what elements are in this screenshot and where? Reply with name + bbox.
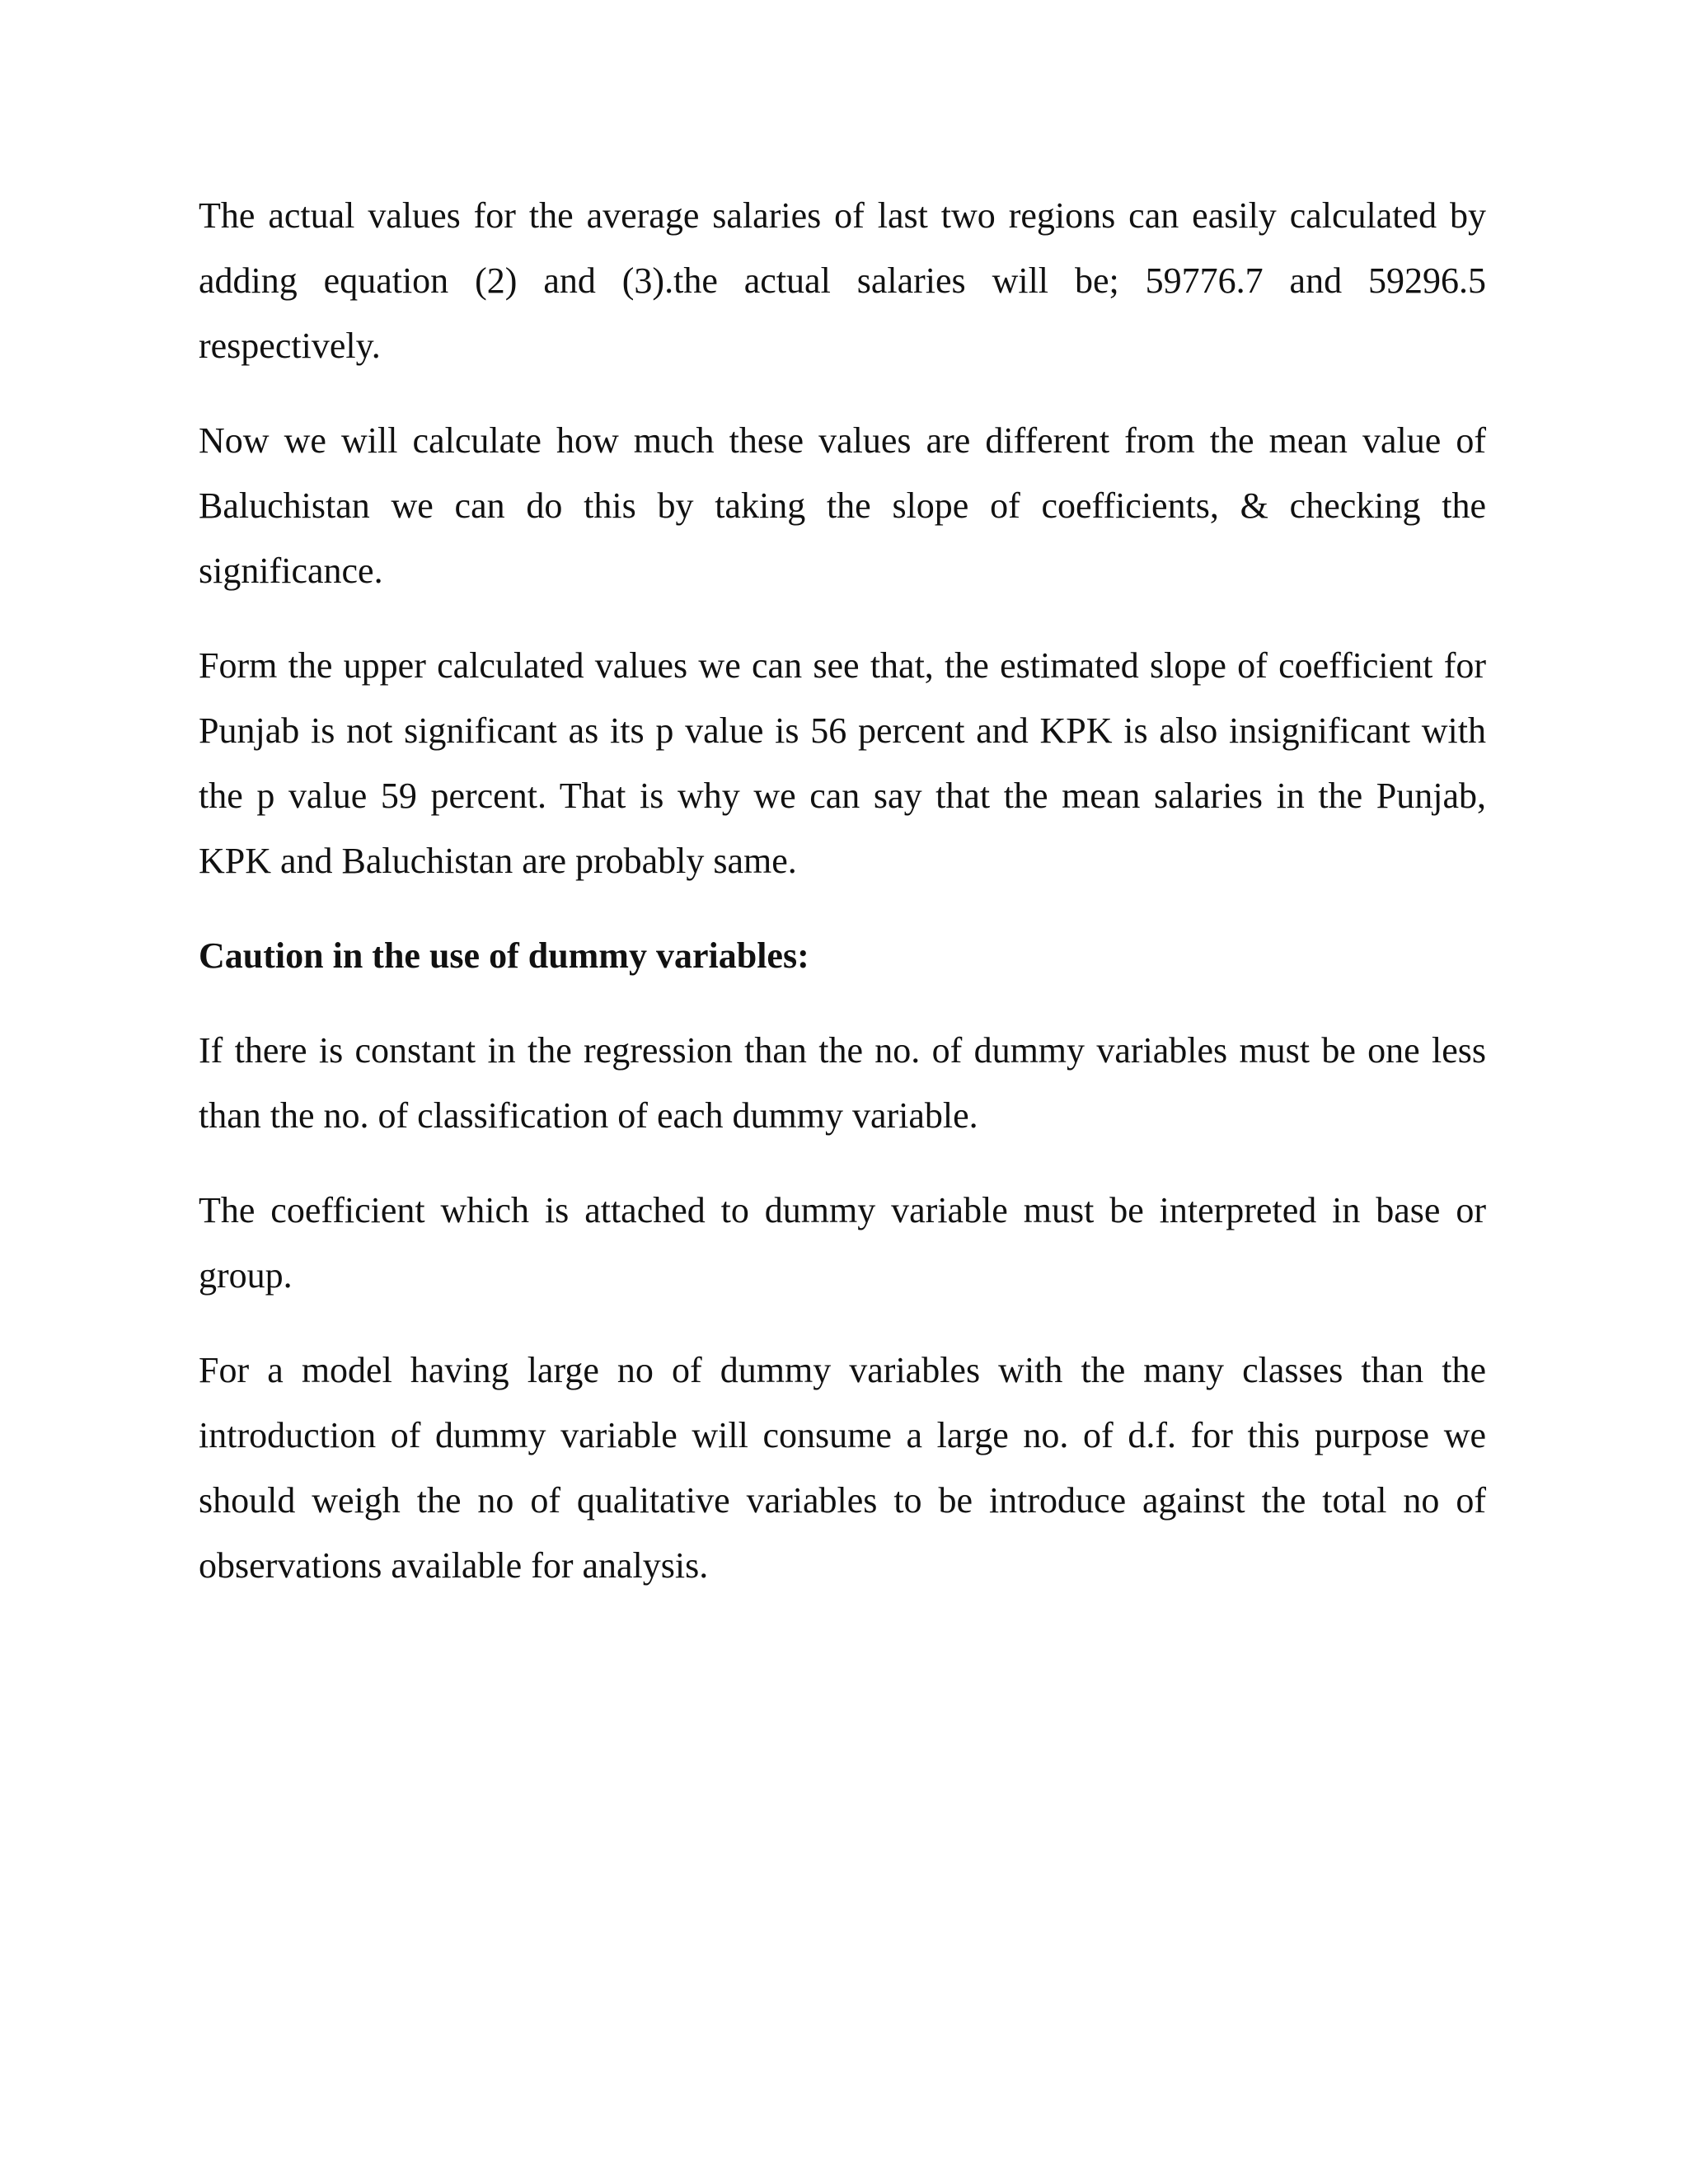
section-heading: Caution in the use of dummy variables: [199, 935, 809, 976]
paragraph-significance: Form the upper calculated values we can see that, the estimated slope of coefficient for Punjab is not significant as its p value is 56 percent and KPK is also insignificant with the p value 59 percent. That is why we can say that the mean salaries in the Punjab, KPK and Baluchistan are probably same. [199, 645, 1486, 881]
paragraph-coefficient-interpretation: The coefficient which is attached to dummy variable must be interpreted in base or group. [199, 1190, 1486, 1296]
document-body [199, 183, 1486, 1628]
paragraph-constant-rule: If there is constant in the regression than the no. of dummy variables must be one less than the no. of classification of each dummy variable. [199, 1030, 1486, 1136]
paragraph-actual-salaries: The actual values for the average salaries of last two regions can easily calculated by adding equation (2) and (3).the actual salaries will be; 59776.7 and 59296.5 respectively. [199, 195, 1486, 366]
paragraph-degrees-of-freedom: For a model having large no of dummy variables with the many classes than the introduction of dummy variable will consume a large no. of d.f. for this purpose we should weigh the no of qualitative variables to be introduce against the total no of observations available for analysis. [199, 1350, 1486, 1586]
paragraph-mean-difference: Now we will calculate how much these values are different from the mean value of Baluchistan we can do this by taking the slope of coefficients, & checking the significance. [199, 420, 1486, 591]
